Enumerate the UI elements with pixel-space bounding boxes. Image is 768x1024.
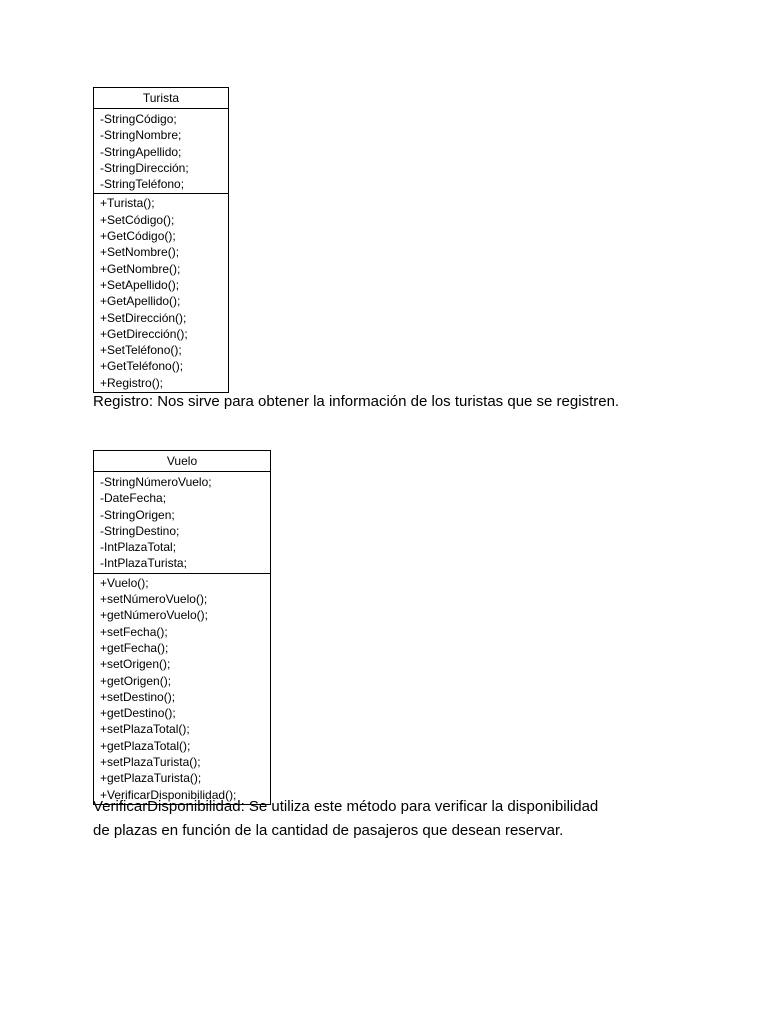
description-turista	[93, 390, 619, 414]
method: +getPlazaTotal();	[100, 738, 191, 753]
attribute: -StringTeléfono;	[100, 177, 185, 192]
method: +setPlazaTotal();	[100, 722, 190, 737]
method: +getDestino();	[100, 706, 176, 721]
methods-section	[94, 194, 228, 392]
description-line: VerificarDisponibilidad: Se utiliza este método para verificar la disponibilidad	[93, 798, 599, 815]
method: +getOrigen();	[100, 673, 172, 688]
class-name: Turista	[94, 88, 228, 109]
description-vuelo	[93, 795, 598, 843]
class-box-turista	[93, 87, 229, 393]
method: +Vuelo();	[100, 575, 149, 590]
method: +getNúmeroVuelo();	[100, 608, 208, 623]
attribute: -IntPlazaTotal;	[100, 540, 177, 555]
class-name: Vuelo	[94, 451, 270, 472]
methods-section	[94, 574, 270, 804]
description-line: Registro: Nos sirve para obtener la información de los turistas que se registren.	[93, 393, 620, 410]
method: +SetApellido();	[100, 277, 180, 292]
method: +setFecha();	[100, 624, 168, 639]
method: +setNúmeroVuelo();	[100, 592, 208, 607]
attributes-section	[94, 109, 228, 194]
method: +GetTeléfono();	[100, 359, 184, 374]
attribute: -StringOrigen;	[100, 507, 175, 522]
description-line: de plazas en función de la cantidad de pasajeros que desean reservar.	[93, 822, 564, 839]
method: +GetNombre();	[100, 261, 181, 276]
method: +SetDirección();	[100, 310, 187, 325]
method: +setPlazaTurista();	[100, 755, 201, 770]
method: +SetTeléfono();	[100, 343, 182, 358]
attribute: -DateFecha;	[100, 491, 167, 506]
method: +setDestino();	[100, 689, 176, 704]
attributes-section	[94, 472, 270, 574]
method: +GetApellido();	[100, 294, 181, 309]
method: +getPlazaTurista();	[100, 771, 202, 786]
method: +getFecha();	[100, 640, 169, 655]
method: +Turista();	[100, 196, 155, 211]
attribute: -StringDirección;	[100, 160, 189, 175]
method: +SetCódigo();	[100, 212, 175, 227]
method: +SetNombre();	[100, 245, 180, 260]
method: +GetDirección();	[100, 326, 188, 341]
attribute: -IntPlazaTurista;	[100, 556, 187, 571]
class-box-vuelo	[93, 450, 271, 805]
attribute: -StringCódigo;	[100, 112, 177, 126]
attribute: -StringNúmeroVuelo;	[100, 475, 212, 489]
method: +GetCódigo();	[100, 229, 176, 244]
method: +VerificarDisponibilidad();	[100, 787, 237, 802]
method: +Registro();	[100, 375, 164, 390]
attribute: -StringApellido;	[100, 144, 182, 159]
method: +setOrigen();	[100, 657, 171, 672]
attribute: -StringDestino;	[100, 523, 180, 538]
attribute: -StringNombre;	[100, 128, 182, 143]
